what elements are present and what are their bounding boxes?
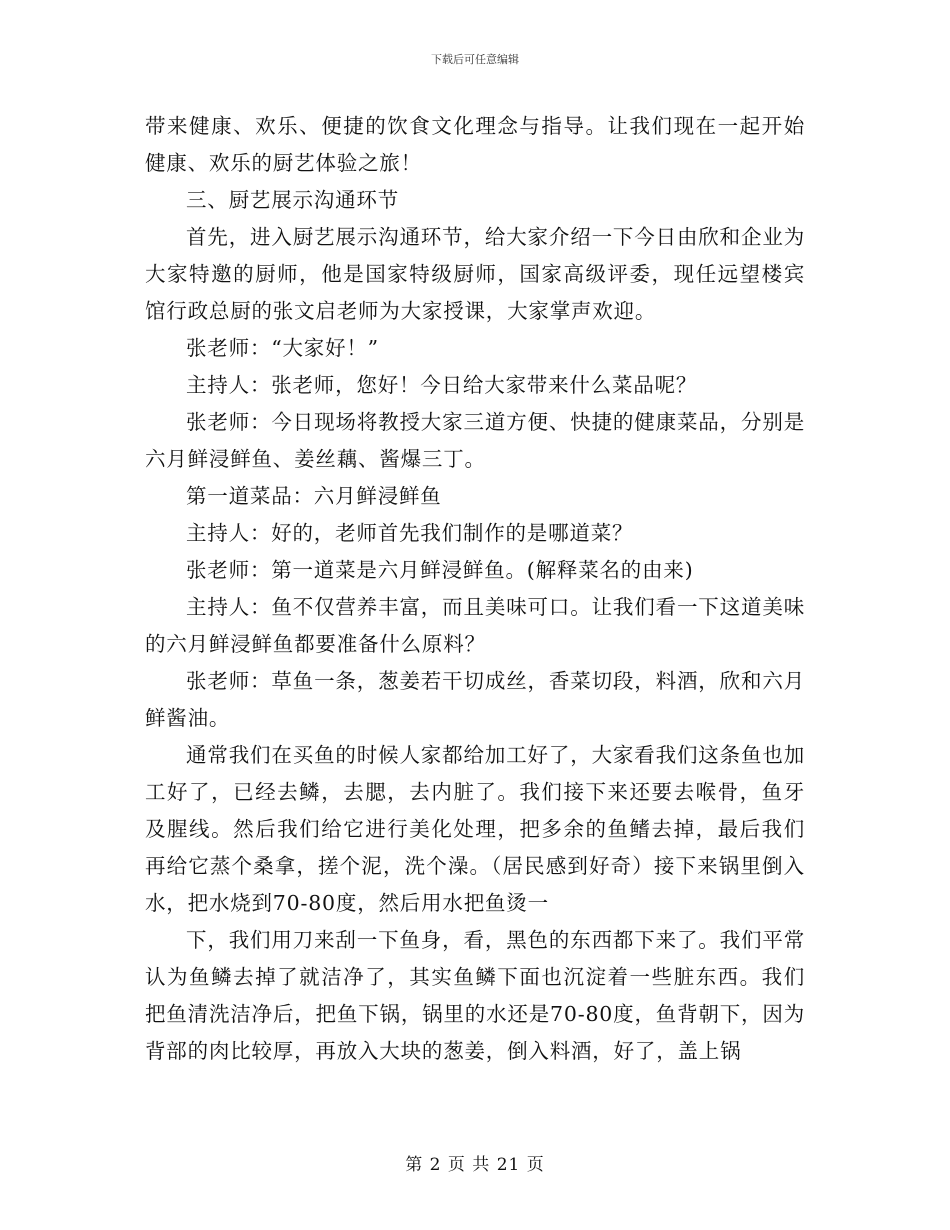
section-heading: 三、厨艺展示沟通环节 [186,188,399,212]
dialogue-line: 张老师：第一道菜是六月鲜浸鲜鱼。(解释菜名的由来) [186,558,694,582]
page-number: 第 2 页 共 21 页 [405,1155,545,1175]
page-header-note: 下载后可任意编辑 [431,53,519,66]
document-body [145,108,805,1070]
paragraph-13: 下，我们用刀来刮一下鱼身，看，黑色的东西都下来了。我们平常认为鱼鳞去掉了就洁净了，其实鱼鳞下面也沉淀着一些脏东西。我们把鱼清洗洁净后，把鱼下锅，锅里的水还是70-80度，鱼背朝下，因为背部的肉比较厚，再放入大块的葱姜，倒入料酒，好了，盖上锅 [145,928,805,1063]
dialogue-line: 主持人：张老师，您好！今日给大家带来什么菜品呢？ [186,373,698,397]
dialogue-line: 张老师：“大家好！” [186,336,379,360]
dialogue-line: 张老师：草鱼一条，葱姜若干切成丝，香菜切段，料酒，欣和六月鲜酱油。 [145,669,805,730]
paragraph-1: 带来健康、欢乐、便捷的饮食文化理念与指导。让我们现在一起开始健康、欢乐的厨艺体验之旅！ [145,114,805,175]
paragraph-12: 通常我们在买鱼的时候人家都给加工好了，大家看我们这条鱼也加工好了，已经去鳞，去腮，去内脏了。我们接下来还要去喉骨，鱼牙及腥线。然后我们给它进行美化处理，把多余的鱼鳍去掉，最后我们再给它蒸个桑拿，搓个泥，洗个澡。（居民感到好奇）接下来锅里倒入水，把水烧到70-80度，然后用水把鱼烫一 [145,743,805,915]
dialogue-line: 主持人：鱼不仅营养丰富，而且美味可口。让我们看一下这道美味的六月鲜浸鲜鱼都要准备什么原料？ [145,595,805,656]
dialogue-line: 张老师：今日现场将教授大家三道方便、快捷的健康菜品，分别是六月鲜浸鲜鱼、姜丝藕、酱爆三丁。 [145,410,805,471]
dish-heading: 第一道菜品：六月鲜浸鲜鱼 [186,484,442,508]
dialogue-line: 主持人：好的，老师首先我们制作的是哪道菜？ [186,521,634,545]
paragraph-3: 首先，进入厨艺展示沟通环节，给大家介绍一下今日由欣和企业为大家特邀的厨师，他是国家特级厨师，国家高级评委，现任远望楼宾馆行政总厨的张文启老师为大家授课，大家掌声欢迎。 [145,225,805,323]
